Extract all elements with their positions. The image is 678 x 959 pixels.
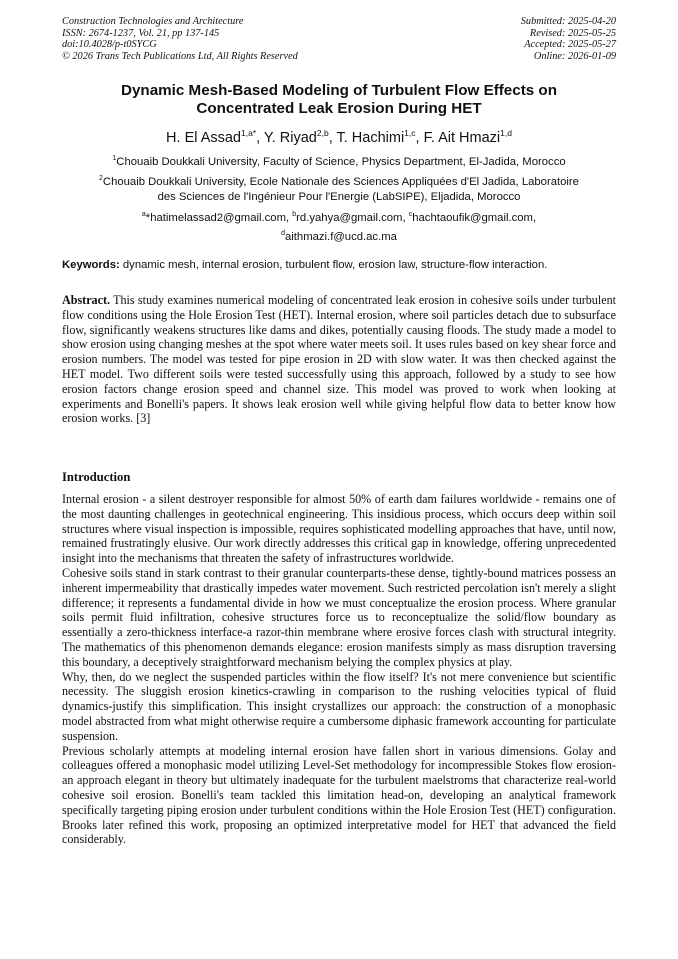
title-line-1: Dynamic Mesh-Based Modeling of Turbulent Flow Effects on — [121, 82, 557, 99]
author-name: Y. Riyad — [263, 129, 317, 146]
email-marker: b — [292, 211, 297, 218]
author-list — [62, 124, 616, 147]
author-emails — [62, 207, 616, 245]
affiliation-1 — [62, 151, 616, 170]
affiliation-marker: 1 — [112, 155, 117, 162]
affiliation-text: Chouaib Doukkali University, Faculty of Science, Physics Department, El-Jadida, Morocco — [116, 155, 566, 168]
email-b[interactable]: rd.yahya@gmail.com, — [296, 211, 409, 224]
journal-info — [62, 16, 298, 62]
date-revised: Revised: 2025-05-25 — [529, 27, 616, 39]
author-affiliation-marker: 1,c — [404, 128, 416, 138]
author-separator: , — [415, 129, 424, 146]
author-name: T. Hachimi — [336, 129, 405, 146]
journal-doi[interactable]: doi:10.4028/p-t0SYCG — [62, 39, 157, 51]
submission-dates — [521, 16, 616, 62]
abstract-label: Abstract. — [62, 293, 111, 307]
abstract-text: This study examines numerical modeling of concentrated leak erosion in cohesive soils under turbulent flow conditions using the Hole Erosion Test (HET). Internal erosion, where soil particles detach due to subsurface flow, significantly weakens structures like dams and dikes, potentially causing floods. The study made a model to show erosion using changing meshes at the spot where water meets soil. It uses rules based on key shear force and erosion numbers. The model was tested for pipe erosion in 2D with slow water. It was then checked against the HET model. Two different soils were tested successfully using this approach, followed by a study to see how erosion factors change erosion speed and channel size. This model was proved to work when looking at experiments and Bonelli's papers. It shows leak erosion well while giving helpful flow data to better know how erosion works. [3] — [62, 293, 616, 426]
date-online: Online: 2026-01-09 — [533, 50, 616, 62]
email-marker: a — [141, 211, 146, 218]
journal-name: Construction Technologies and Architecture — [62, 16, 244, 27]
affiliation-2 — [62, 171, 616, 205]
email-a[interactable]: *hatimelassad2@gmail.com, — [145, 211, 293, 224]
introduction-body — [62, 492, 616, 847]
email-marker: c — [408, 211, 413, 218]
keywords-text: dynamic mesh, internal erosion, turbulent flow, erosion law, structure-flow interaction. — [119, 259, 548, 271]
journal-copyright: © 2026 Trans Tech Publications Ltd, All Rights Reserved — [62, 50, 298, 62]
author-affiliation-marker: 1,a* — [241, 128, 257, 138]
author-affiliation-marker: 2,b — [316, 128, 329, 138]
affiliation-line-1 — [62, 171, 616, 190]
email-line-1 — [62, 207, 616, 226]
date-submitted: Submitted: 2025-04-20 — [520, 16, 616, 27]
affiliation-marker: 2 — [99, 175, 103, 182]
title-line-2: Concentrated Leak Erosion During HET — [196, 100, 482, 117]
email-c[interactable]: hachtaoufik@gmail.com, — [412, 211, 537, 224]
email-line-2 — [62, 226, 616, 245]
journal-issn: ISSN: 2674-1237, Vol. 21, pp 137-145 — [62, 27, 220, 39]
date-accepted: Accepted: 2025-05-27 — [524, 39, 616, 51]
keywords-label: Keywords: — [62, 259, 120, 271]
paper-title — [62, 82, 616, 118]
keywords — [62, 258, 616, 272]
author-separator: , — [328, 129, 337, 146]
email-d[interactable]: aithmazi.f@ucd.ac.ma — [284, 230, 397, 243]
affiliation-text: Chouaib Doukkali University, Ecole Nationale des Sciences Appliquées d'El Jadida, Laboratoire — [102, 175, 579, 188]
author-separator: , — [256, 129, 264, 146]
email-marker: d — [281, 229, 285, 237]
section-heading-introduction: Introduction — [62, 470, 131, 484]
paragraph: Internal erosion - a silent destroyer responsible for almost 50% of earth dam failures worldwide - remains one of the most daunting challenges in geotechnical engineering. This insidious process, which occurs deep within soil structures where visual inspection is impossible, requires sophisticated modelling approaches that have, until now, remained frustratingly elusive. Our work directly addresses this critical gap in knowledge, offering unprecedented insight into the mechanisms that threaten the safety of infrastructures worldwide. — [62, 492, 616, 566]
author-name: F. Ait Hmazi — [423, 129, 501, 146]
abstract — [62, 293, 616, 426]
author-name: H. El Assad — [166, 129, 241, 146]
paragraph: Cohesive soils stand in stark contrast to their granular counterparts-these dense, tightly-bound matrices possess an inherent impermeability that drastically impedes water movement. Such restricted percolation isn't merely a slight difference; it represents a fundamental divide in how we must conceptualize the erosion process. Where granular soils permit fluid infiltration, cohesive structures force us to reconceptualize the solid/flow boundary as essentially a zero-thickness interface-a razor-thin membrane where erosive forces clash with structural integrity. The mathematics of this phenomenon demands elegance: erosion manifests simply as mass disruption traversing this boundary, a deceptively straightforward mechanism belying the complex physics at play. — [62, 565, 616, 669]
affiliation-line-2: des Sciences de l'Ingénieur Pour l'Energie (LabSIPE), Eljadida, Morocco — [157, 190, 521, 203]
paragraph: Previous scholarly attempts at modeling internal erosion have fallen short in various dimensions. Golay and colleagues offered a monophasic model utilizing Level-Set methodology for incompressible Stokes flow erosion-an approach elegant in theory but ultimately inadequate for the turbulent maelstroms that characterize real-world cohesive soil erosion. Bonelli's team tackled this limitation head-on, developing an analytical framework specifically targeting piping erosion under turbulent conditions within the Hole Erosion Test (HET) configuration. Brooks later refined this work, proposing an optimized interpretative model for HET that advanced the field considerably. — [62, 743, 616, 847]
paragraph: Why, then, do we neglect the suspended particles within the flow itself? It's not mere convenience but scientific necessity. The sluggish erosion kinetics-crawling in comparison to the rushing velocities typical of fluid dynamics-justify this simplification. This insight crystallizes our approach: the construction of a monophasic model abstracted from what might otherwise require a cumbersome diphasic framework accounting for particulate suspension. — [62, 669, 616, 743]
author-affiliation-marker: 1,d — [500, 128, 512, 138]
